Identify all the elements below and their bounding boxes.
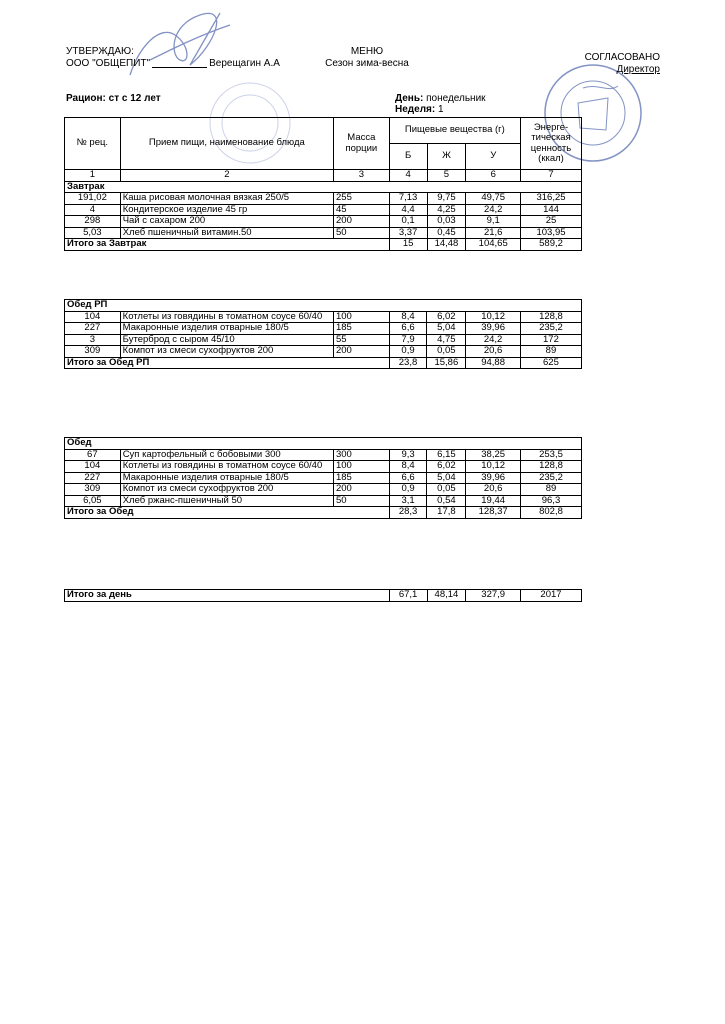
total-protein: 15 <box>389 239 427 251</box>
dish-name: Макаронные изделия отварные 180/5 <box>120 323 333 335</box>
energy-value: 128,8 <box>520 461 581 473</box>
table-row <box>65 449 582 461</box>
director-label: Директор <box>616 64 660 75</box>
section-title: Обед РП <box>65 300 582 312</box>
day-total-u: 327,9 <box>466 590 521 602</box>
portion-mass: 55 <box>333 334 389 346</box>
dish-name: Каша рисовая молочная вязкая 250/5 <box>120 193 333 205</box>
section-total-row <box>65 239 582 251</box>
portion-mass: 100 <box>333 461 389 473</box>
total-energy: 625 <box>520 357 581 369</box>
index-cell: 2 <box>120 170 333 182</box>
fat-value: 5,04 <box>427 323 466 335</box>
signature-scribble <box>120 5 240 85</box>
table-row <box>65 216 582 228</box>
carb-value: 39,96 <box>466 472 521 484</box>
energy-value: 144 <box>521 204 582 216</box>
table-row <box>65 484 582 496</box>
approver-name: Верещагин А.А <box>209 58 280 69</box>
recipe-number: 3 <box>65 334 121 346</box>
recipe-number: 227 <box>65 472 121 484</box>
portion-mass: 200 <box>334 216 390 228</box>
fat-value: 6,15 <box>427 449 466 461</box>
energy-value: 25 <box>521 216 582 228</box>
approval-block <box>66 46 280 70</box>
dish-name: Суп картофельный с бобовыми 300 <box>120 449 333 461</box>
section-title-row <box>65 181 582 193</box>
fat-value: 4,25 <box>427 204 466 216</box>
energy-value: 316,25 <box>521 193 582 205</box>
col-u-header: У <box>466 144 521 170</box>
section-title: Обед <box>65 438 582 450</box>
section-total-row <box>65 507 582 519</box>
day-info <box>395 93 486 115</box>
carb-value: 20,6 <box>466 346 521 358</box>
index-row <box>65 170 582 182</box>
col-b-header: Б <box>389 144 427 170</box>
approved-label: УТВЕРЖДАЮ: <box>66 46 134 57</box>
total-fat: 14,48 <box>427 239 466 251</box>
energy-value: 89 <box>520 346 581 358</box>
section-title: Завтрак <box>65 181 582 193</box>
dish-name: Кондитерское изделие 45 гр <box>120 204 333 216</box>
index-cell: 6 <box>466 170 521 182</box>
recipe-number: 309 <box>65 346 121 358</box>
menu-table-lunch <box>64 437 582 519</box>
carb-value: 24,2 <box>466 204 521 216</box>
index-cell: 1 <box>65 170 121 182</box>
carb-value: 39,96 <box>466 323 521 335</box>
table-row <box>65 495 582 507</box>
recipe-number: 227 <box>65 323 121 335</box>
portion-mass: 50 <box>334 227 390 239</box>
recipe-number: 4 <box>65 204 121 216</box>
carb-value: 38,25 <box>466 449 521 461</box>
table-row <box>65 311 582 323</box>
table-row <box>65 472 582 484</box>
protein-value: 3,1 <box>389 495 427 507</box>
col-mass-header: Масса порции <box>334 118 390 170</box>
col-recipe-header: № рец. <box>65 118 121 170</box>
col-zh-header: Ж <box>427 144 466 170</box>
carb-value: 9,1 <box>466 216 521 228</box>
day-total-b: 67,1 <box>389 590 427 602</box>
day-total-zh: 48,14 <box>427 590 466 602</box>
protein-value: 8,4 <box>389 311 427 323</box>
protein-value: 9,3 <box>389 449 427 461</box>
day-total-kcal: 2017 <box>521 590 582 602</box>
total-fat: 15,86 <box>427 357 466 369</box>
total-fat: 17,8 <box>427 507 466 519</box>
fat-value: 0,03 <box>427 216 466 228</box>
protein-value: 7,13 <box>389 193 427 205</box>
protein-value: 4,4 <box>389 204 427 216</box>
menu-table-lunch-rp <box>64 299 582 369</box>
agreement-block <box>560 52 660 76</box>
fat-value: 6,02 <box>427 311 466 323</box>
dish-name: Хлеб пшеничный витамин.50 <box>120 227 333 239</box>
protein-value: 3,37 <box>389 227 427 239</box>
menu-table-day-total <box>64 589 582 602</box>
carb-value: 20,6 <box>466 484 521 496</box>
total-energy: 589,2 <box>521 239 582 251</box>
agreed-label: СОГЛАСОВАНО <box>584 52 660 63</box>
energy-value: 235,2 <box>520 323 581 335</box>
index-cell: 3 <box>334 170 390 182</box>
section-title-row <box>65 438 582 450</box>
season: Сезон зима-весна <box>325 58 409 69</box>
table-row <box>65 193 582 205</box>
portion-mass: 45 <box>334 204 390 216</box>
signature-line <box>152 58 207 68</box>
menu-title: МЕНЮ <box>350 46 384 57</box>
org-name: ООО "ОБЩЕПИТ" <box>66 58 151 69</box>
protein-value: 6,6 <box>389 323 427 335</box>
total-protein: 28,3 <box>389 507 427 519</box>
carb-value: 49,75 <box>466 193 521 205</box>
table-row <box>65 227 582 239</box>
index-cell: 7 <box>521 170 582 182</box>
col-energy-header: Энерге-тическая ценность (ккал) <box>521 118 582 170</box>
portion-mass: 200 <box>333 346 389 358</box>
energy-value: 89 <box>520 484 581 496</box>
section-title-row <box>65 300 582 312</box>
dish-name: Компот из смеси сухофруктов 200 <box>120 346 333 358</box>
week-label: Неделя: <box>395 104 436 115</box>
portion-mass: 185 <box>333 472 389 484</box>
table-row <box>65 323 582 335</box>
portion-mass: 185 <box>333 323 389 335</box>
total-energy: 802,8 <box>520 507 581 519</box>
fat-value: 0,05 <box>427 484 466 496</box>
menu-table-breakfast <box>64 117 582 251</box>
week-value: 1 <box>438 104 444 115</box>
dish-name: Котлеты из говядины в томатном соусе 60/40 <box>120 311 333 323</box>
dish-name: Чай с сахаром 200 <box>120 216 333 228</box>
protein-value: 0,1 <box>389 216 427 228</box>
total-carb: 94,88 <box>466 357 521 369</box>
menu-title-block <box>322 46 412 70</box>
recipe-number: 191,02 <box>65 193 121 205</box>
carb-value: 10,12 <box>466 311 521 323</box>
carb-value: 19,44 <box>466 495 521 507</box>
fat-value: 0,54 <box>427 495 466 507</box>
dish-name: Макаронные изделия отварные 180/5 <box>120 472 333 484</box>
dish-name: Котлеты из говядины в томатном соусе 60/40 <box>120 461 333 473</box>
fat-value: 0,05 <box>427 346 466 358</box>
recipe-number: 5,03 <box>65 227 121 239</box>
day-total-label: Итого за день <box>65 590 390 602</box>
protein-value: 8,4 <box>389 461 427 473</box>
energy-value: 253,5 <box>520 449 581 461</box>
dish-name: Компот из смеси сухофруктов 200 <box>120 484 333 496</box>
section-total-row <box>65 357 582 369</box>
ration-label: Рацион: ст с 12 лет <box>66 93 161 104</box>
table-row <box>65 461 582 473</box>
index-cell: 5 <box>427 170 466 182</box>
section-total-label: Итого за Завтрак <box>65 239 390 251</box>
dish-name: Бутерброд с сыром 45/10 <box>120 334 333 346</box>
portion-mass: 255 <box>334 193 390 205</box>
total-protein: 23,8 <box>389 357 427 369</box>
table-row <box>65 204 582 216</box>
fat-value: 0,45 <box>427 227 466 239</box>
carb-value: 10,12 <box>466 461 521 473</box>
total-carb: 128,37 <box>466 507 521 519</box>
protein-value: 6,6 <box>389 472 427 484</box>
day-value: понедельник <box>426 93 486 104</box>
fat-value: 6,02 <box>427 461 466 473</box>
energy-value: 128,8 <box>520 311 581 323</box>
table-row <box>65 334 582 346</box>
portion-mass: 50 <box>333 495 389 507</box>
portion-mass: 200 <box>333 484 389 496</box>
protein-value: 0,9 <box>389 484 427 496</box>
col-dish-header: Прием пищи, наименование блюда <box>120 118 333 170</box>
carb-value: 24,2 <box>466 334 521 346</box>
table-row <box>65 346 582 358</box>
protein-value: 7,9 <box>389 334 427 346</box>
dish-name: Хлеб ржанс-пшеничный 50 <box>120 495 333 507</box>
fat-value: 4,75 <box>427 334 466 346</box>
energy-value: 96,3 <box>520 495 581 507</box>
index-cell: 4 <box>389 170 427 182</box>
carb-value: 21,6 <box>466 227 521 239</box>
recipe-number: 67 <box>65 449 121 461</box>
col-nutrients-header: Пищевые вещества (г) <box>389 118 520 144</box>
energy-value: 172 <box>520 334 581 346</box>
recipe-number: 309 <box>65 484 121 496</box>
fat-value: 9,75 <box>427 193 466 205</box>
recipe-number: 6,05 <box>65 495 121 507</box>
fat-value: 5,04 <box>427 472 466 484</box>
protein-value: 0,9 <box>389 346 427 358</box>
total-carb: 104,65 <box>466 239 521 251</box>
day-label: День: <box>395 93 424 104</box>
energy-value: 103,95 <box>521 227 582 239</box>
section-total-label: Итого за Обед РП <box>65 357 390 369</box>
section-total-label: Итого за Обед <box>65 507 390 519</box>
recipe-number: 104 <box>65 461 121 473</box>
recipe-number: 104 <box>65 311 121 323</box>
day-total-row <box>65 590 582 602</box>
energy-value: 235,2 <box>520 472 581 484</box>
portion-mass: 300 <box>333 449 389 461</box>
portion-mass: 100 <box>333 311 389 323</box>
recipe-number: 298 <box>65 216 121 228</box>
